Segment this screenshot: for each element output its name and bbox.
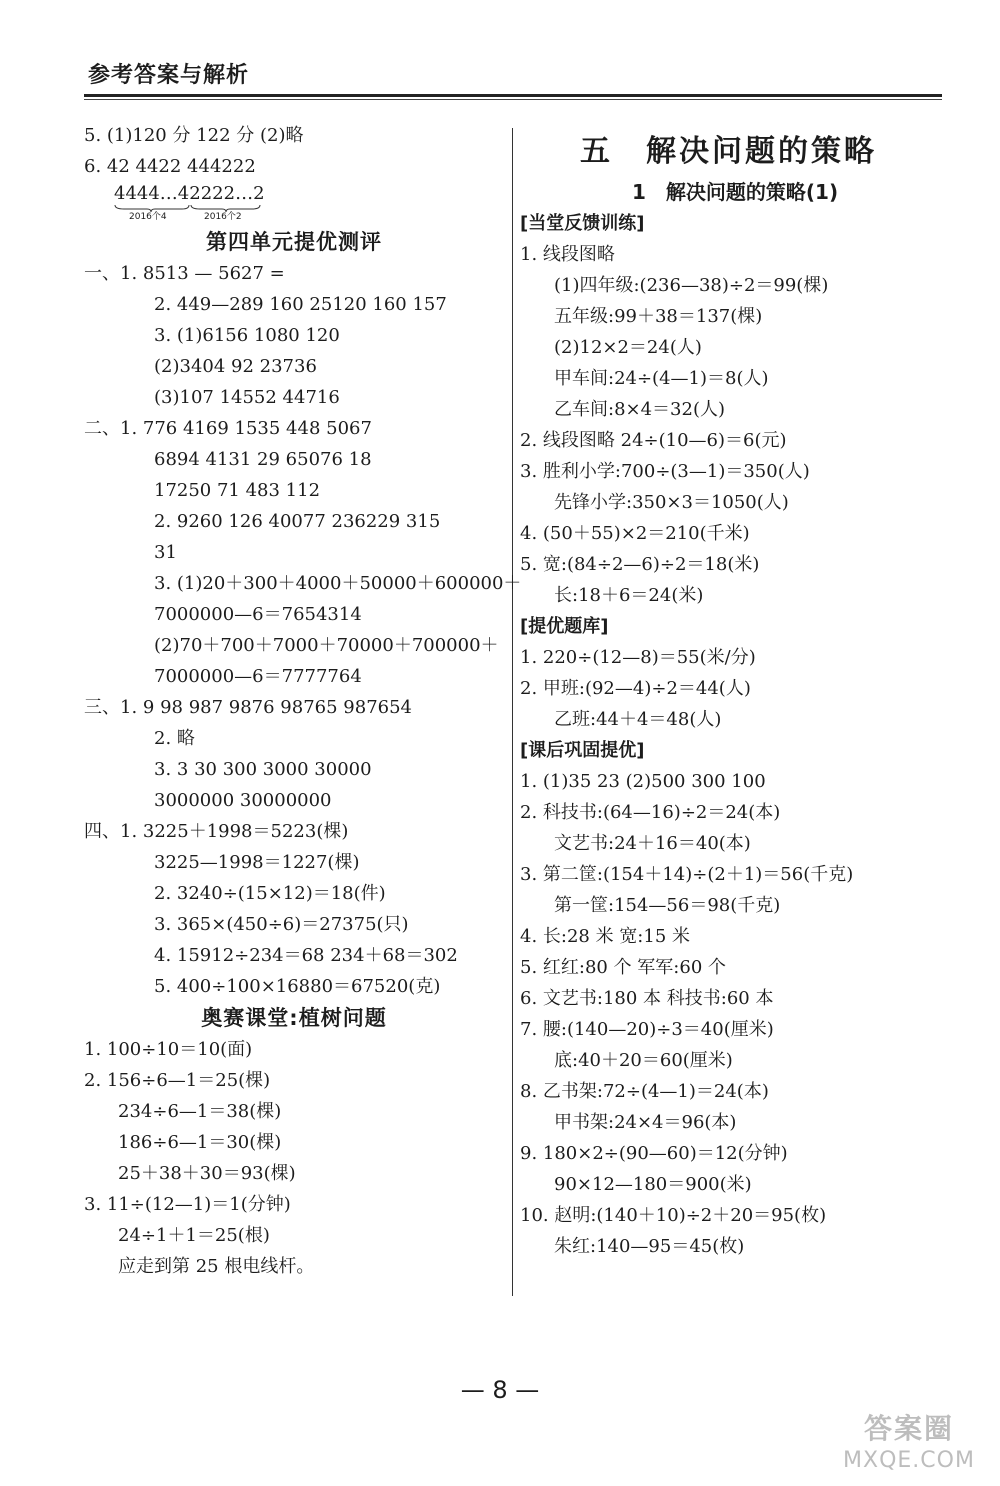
answer-line: 先锋小学:350×3＝1050(人) [554, 492, 789, 513]
answer-line: (2)3404 92 23736 [154, 356, 317, 377]
answer-line: 二、1. 776 4169 1535 448 5067 [84, 418, 372, 439]
answer-line: 1. (1)35 23 (2)500 300 100 [520, 771, 766, 792]
answer-line: 7. 腰:(140—20)÷3＝40(厘米) [520, 1019, 774, 1040]
answer-line: 1. 100÷10＝10(面) [84, 1039, 253, 1060]
answer-line: 90×12—180＝900(米) [554, 1174, 752, 1195]
right-column [520, 120, 940, 1262]
answer-line: 3. (1)6156 1080 120 [154, 325, 340, 346]
section-label-feedback: [当堂反馈训练] [520, 213, 645, 234]
answer-line: 6. 42 4422 444222 [84, 156, 256, 177]
answer-line: 234÷6—1＝38(棵) [118, 1101, 282, 1122]
answer-line: 3. (1)20＋300＋4000＋50000＋600000＋ [154, 573, 522, 594]
answer-line: 2. 甲班:(92—4)÷2＝44(人) [520, 678, 751, 699]
section-label-after-class: [课后巩固提优] [520, 740, 645, 761]
answer-line: (1)四年级:(236—38)÷2＝99(棵) [554, 275, 829, 296]
answer-line: 2. 线段图略 24÷(10—6)＝6(元) [520, 430, 787, 451]
answer-line: 一、1. 8513 — 5627 = [84, 263, 285, 284]
left-top-answers [84, 120, 504, 182]
answer-line: 6. 文艺书:180 本 科技书:60 本 [520, 988, 774, 1009]
answer-line: 1. 220÷(12—8)＝55(米/分) [520, 647, 756, 668]
answer-line: 4. 长:28 米 宽:15 米 [520, 926, 690, 947]
lesson-title: 1 解决问题的策略(1) [632, 180, 839, 204]
answer-line: 3. 第二筐:(154＋14)÷(2＋1)＝56(千克) [520, 864, 854, 885]
answer-line: 2. 156÷6—1＝25(棵) [84, 1070, 271, 1091]
answer-line: 31 [154, 542, 177, 563]
answer-line: 8. 乙书架:72÷(4—1)＝24(本) [520, 1081, 769, 1102]
answer-line: (3)107 14552 44716 [154, 387, 340, 408]
answer-line: 4. (50＋55)×2＝210(千米) [520, 523, 750, 544]
answer-line: 五年级:99＋38＝137(棵) [554, 306, 763, 327]
answer-line: 3. 3 30 300 3000 30000 [154, 759, 372, 780]
answer-line: 5. (1)120 分 122 分 (2)略 [84, 125, 304, 146]
watermark-top: 答案圈 [863, 1412, 954, 1445]
answer-line: 3. 胜利小学:700÷(3—1)＝350(人) [520, 461, 810, 482]
answer-line: 底:40＋20＝60(厘米) [554, 1050, 733, 1071]
page-number: — 8 — [460, 1376, 540, 1404]
answer-line: 2. 449—289 160 25120 160 157 [154, 294, 447, 315]
answer-line: 甲书架:24×4＝96(本) [554, 1112, 737, 1133]
answer-line: 5. 400÷100×16880＝67520(克) [154, 976, 441, 997]
answer-line: 1. 线段图略 [520, 244, 615, 265]
chapter-title: 五 解决问题的策略 [580, 134, 877, 169]
watermark-logo [814, 1412, 1000, 1486]
answer-line: 2. 3240÷(15×12)＝18(件) [154, 883, 386, 904]
answer-line: 2. 9260 126 40077 236229 315 [154, 511, 441, 532]
header-rule [84, 94, 942, 97]
column-divider [512, 128, 513, 1296]
answer-line: 17250 71 483 112 [154, 480, 321, 501]
brace-note-a: 2016个4 [129, 212, 167, 222]
feedback-answers [520, 239, 940, 611]
olympiad-answers [84, 1034, 504, 1282]
answer-line: 三、1. 9 98 987 9876 98765 987654 [84, 697, 412, 718]
answer-line: 3. 11÷(12—1)＝1(分钟) [84, 1194, 291, 1215]
answer-line: 朱红:140—95＝45(枚) [554, 1236, 745, 1257]
answer-line: 3225—1998＝1227(棵) [154, 852, 360, 873]
answer-line: 第一筐:154—56＝98(千克) [554, 895, 781, 916]
answer-line: 文艺书:24＋16＝40(本) [554, 833, 751, 854]
answer-line: 乙班:44＋4＝48(人) [554, 709, 722, 730]
answer-line: (2)12×2＝24(人) [554, 337, 702, 358]
left-column [84, 120, 522, 1282]
answer-line: 6894 4131 29 65076 18 [154, 449, 372, 470]
brace-annotation [84, 182, 504, 226]
answer-line: 5. 宽:(84÷2—6)÷2＝18(米) [520, 554, 760, 575]
answer-line: 3000000 30000000 [154, 790, 332, 811]
answer-line: 5. 红红:80 个 军军:60 个 [520, 957, 726, 978]
brace-note-b: 2016个2 [204, 212, 242, 222]
answer-line: 7000000—6＝7654314 [154, 604, 362, 625]
answer-line: 乙车间:8×4＝32(人) [554, 399, 725, 420]
unit4-title: 第四单元提优测评 [206, 230, 382, 254]
answer-line: 3. 365×(450÷6)＝27375(只) [154, 914, 409, 935]
page-header-title: 参考答案与解析 [88, 63, 250, 88]
answer-line: 24÷1＋1＝25(根) [118, 1225, 270, 1246]
answer-line: 2. 略 [154, 728, 195, 749]
answer-line: 甲车间:24÷(4—1)＝8(人) [554, 368, 769, 389]
answer-line: 25＋38＋30＝93(棵) [118, 1163, 296, 1184]
answer-line: 10. 赵明:(140＋10)÷2＋20＝95(枚) [520, 1205, 827, 1226]
section-label-question-bank: [提优题库] [520, 616, 609, 637]
answer-line: (2)70＋700＋7000＋70000＋700000＋ [154, 635, 499, 656]
answer-line: 长:18＋6＝24(米) [554, 585, 704, 606]
answer-line: 2. 科技书:(64—16)÷2＝24(本) [520, 802, 781, 823]
header-rule-thin [84, 99, 942, 100]
question-bank-answers [520, 642, 940, 735]
watermark-bottom: MXQE.COM [843, 1448, 975, 1473]
answer-line: 7000000—6＝7777764 [154, 666, 362, 687]
after-class-answers [520, 766, 940, 1262]
unit4-answers [84, 258, 522, 1002]
answer-line: 186÷6—1＝30(棵) [118, 1132, 282, 1153]
answer-line: 9. 180×2÷(90—60)＝12(分钟) [520, 1143, 788, 1164]
olympiad-title: 奥赛课堂:植树问题 [201, 1006, 387, 1030]
answer-line: 四、1. 3225＋1998＝5223(棵) [84, 821, 349, 842]
answer-line: 4. 15912÷234＝68 234＋68＝302 [154, 945, 458, 966]
brace-number: 4444…42222…2 [114, 183, 265, 204]
answer-line: 应走到第 25 根电线杆。 [118, 1256, 315, 1277]
